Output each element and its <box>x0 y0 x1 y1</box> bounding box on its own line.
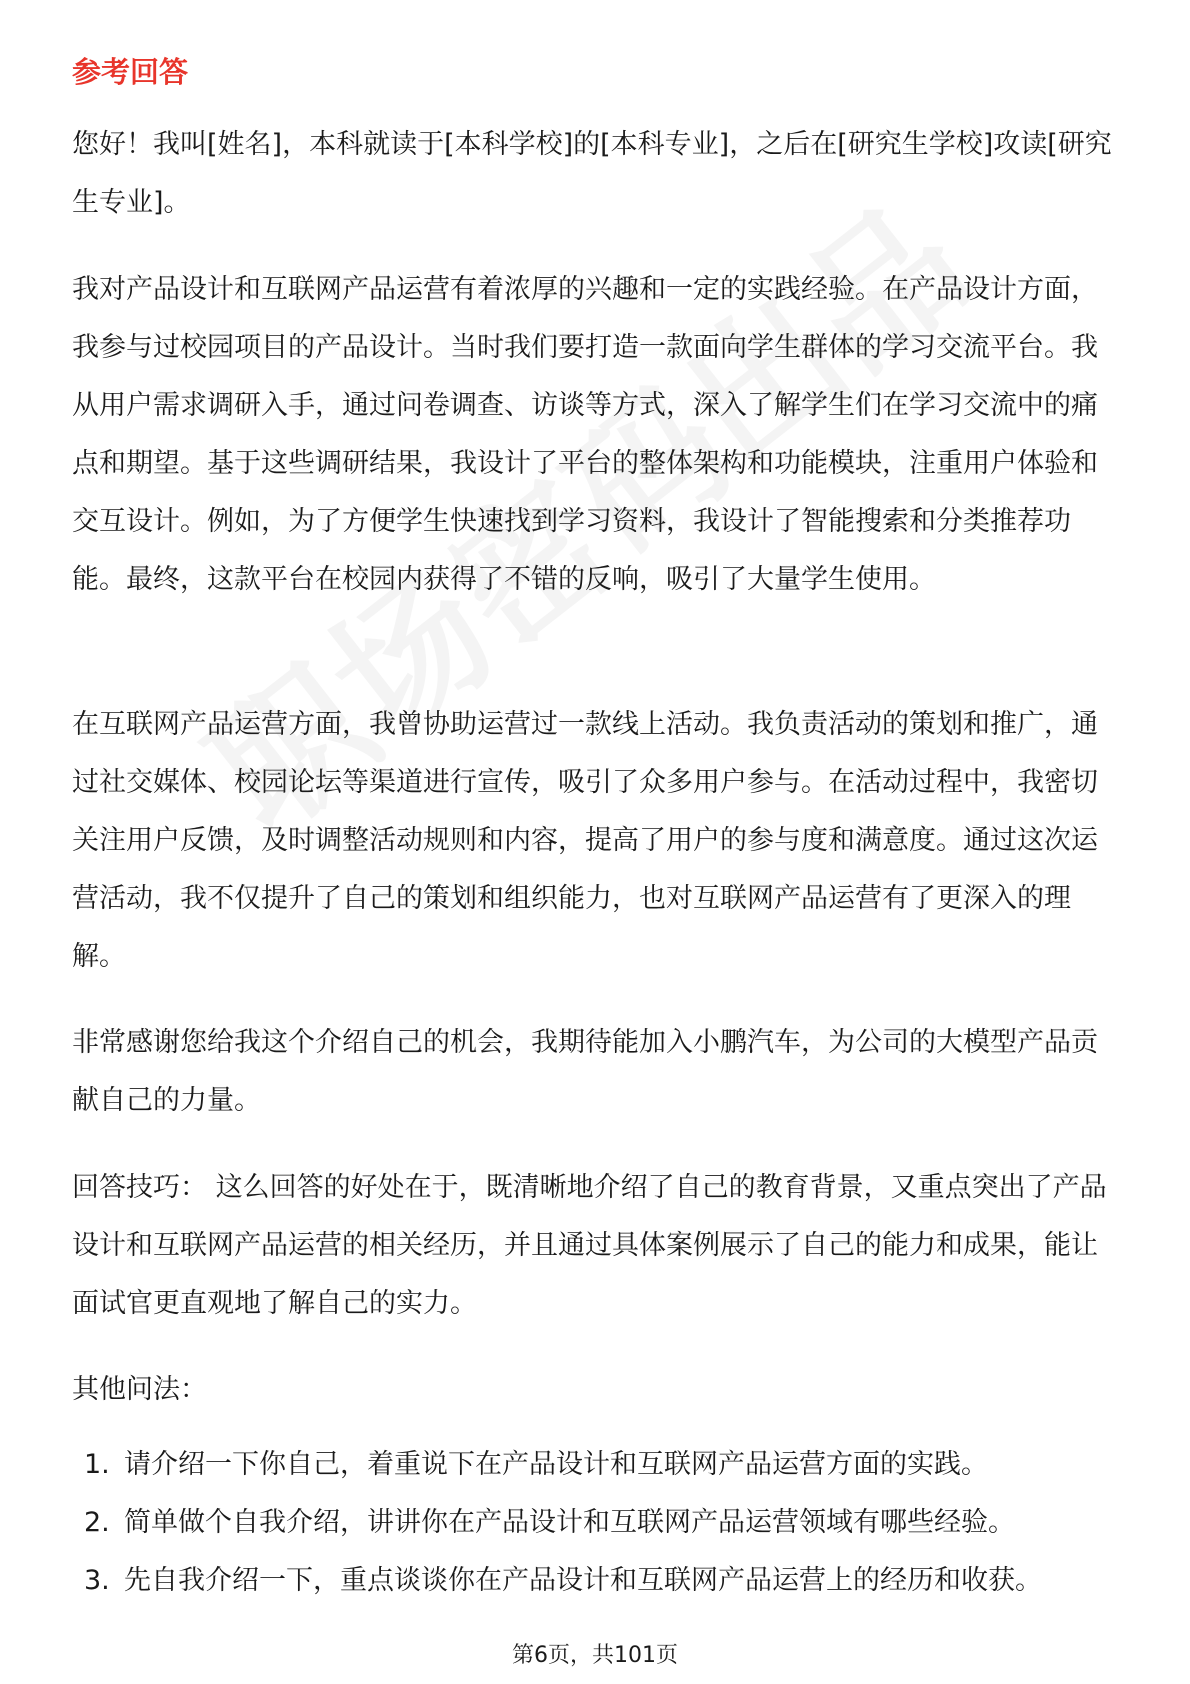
paragraph-product-operations: 在互联网产品运营方面，我曾协助运营过一款线上活动。我负责活动的策划和推广，通过社交媒体、校园论坛等渠道进行宣传，吸引了众多用户参与。在活动过程中，我密切关注用户反馈，及时调整活动规则和内容，提高了用户的参与度和满意度。通过这次运营活动，我不仅提升了自己的策划和组织能力，也对互联网产品运营有了更深入的理解。 <box>72 709 1098 972</box>
paragraph-closing: 非常感谢您给我这个介绍自己的机会，我期待能加入小鹏汽车，为公司的大模型产品贡献自己的力量。 <box>72 1027 1098 1116</box>
section-heading: 参考回答 <box>72 55 189 89</box>
paragraph-answer-tips: 回答技巧： 这么回答的好处在于，既清晰地介绍了自己的教育背景，又重点突出了产品设计和互联网产品运营的相关经历，并且通过具体案例展示了自己的能力和成果，能让面试官更直观地了解自己的实力。 <box>72 1172 1107 1319</box>
paragraph-other-questions-label: 其他问法： <box>72 1374 207 1405</box>
paragraph-product-design: 我对产品设计和互联网产品运营有着浓厚的兴趣和一定的实践经验。在产品设计方面，我参与过校园项目的产品设计。当时我们要打造一款面向学生群体的学习交流平台。我从用户需求调研入手，通过问卷调查、访谈等方式，深入了解学生们在学习交流中的痛点和期望。基于这些调研结果，我设计了平台的整体架构和功能模块，注重用户体验和交互设计。例如，为了方便学生快速找到学习资料，我设计了智能搜索和分类推荐功能。最终，这款平台在校园内获得了不错的反响，吸引了大量学生使用。 <box>72 274 1098 595</box>
list-item-number: 3. <box>84 1565 110 1596</box>
list-item-text: 简单做个自我介绍，讲讲你在产品设计和互联网产品运营领域有哪些经验。 <box>124 1507 1015 1538</box>
list-item <box>72 1494 1122 1552</box>
list-item-text: 请介绍一下你自己，着重说下在产品设计和互联网产品运营方面的实践。 <box>124 1449 988 1480</box>
page-footer: 第6页，共101页 <box>512 1643 678 1668</box>
alternate-questions-list <box>72 1436 1122 1610</box>
paragraph-intro: 您好！我叫[姓名]，本科就读于[本科学校]的[本科专业]，之后在[研究生学校]攻读[研究生专业]。 <box>72 129 1112 218</box>
list-item <box>72 1436 1122 1494</box>
list-item <box>72 1552 1122 1610</box>
list-item-number: 2. <box>84 1507 110 1538</box>
list-item-text: 先自我介绍一下，重点谈谈你在产品设计和互联网产品运营上的经历和收获。 <box>124 1565 1042 1596</box>
list-item-number: 1. <box>84 1449 110 1480</box>
